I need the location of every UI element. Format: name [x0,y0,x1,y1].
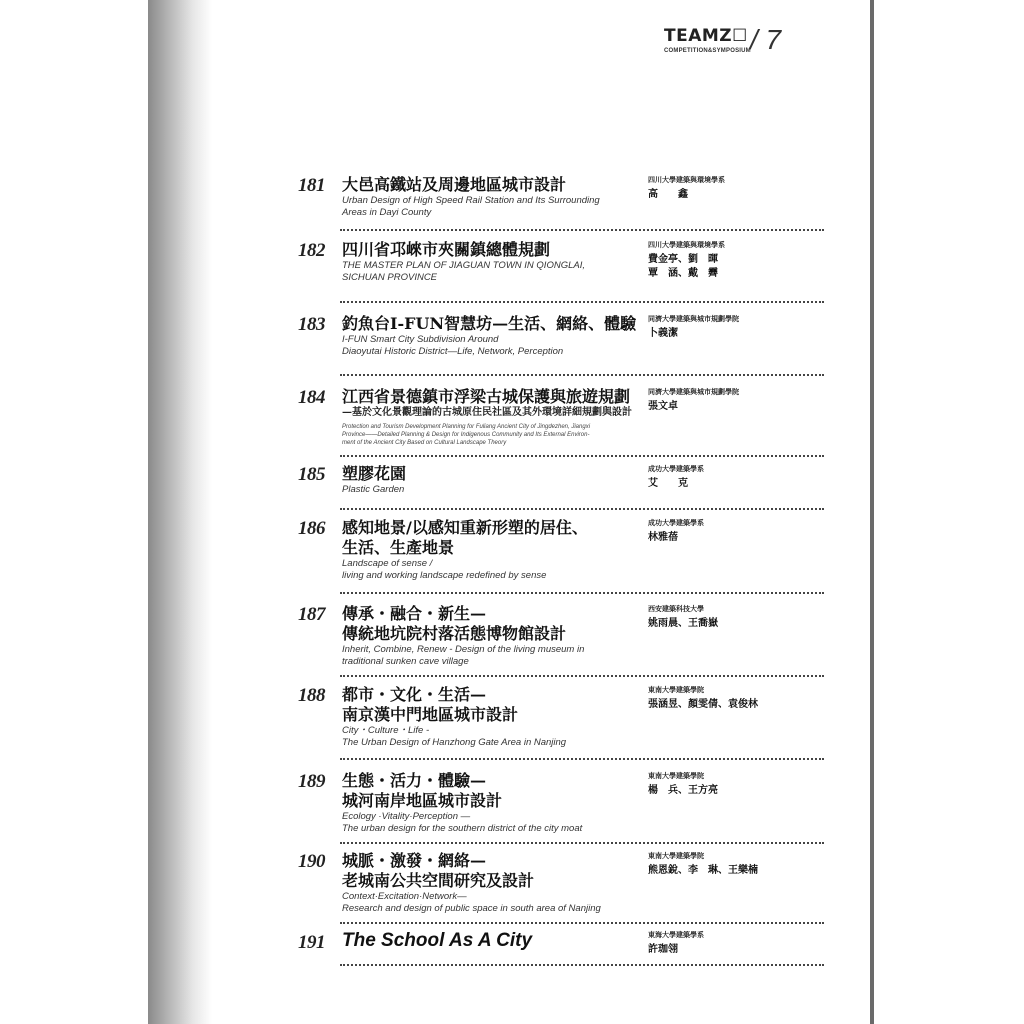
title-chinese: 南京漢中門地區城市設計 [342,705,519,724]
entry-meta [648,771,824,798]
entry-meta [648,240,824,281]
title-chinese: 都市・文化・生活— [342,685,487,704]
author-names: 林雅蓓 [648,532,678,543]
dotted-divider [340,592,824,594]
school-name: 四川大學建築與環境學系 [648,175,725,184]
title-english: Plastic Garden [342,484,405,495]
author-names: 費金亭、劉 暉 覃 涵、戴 霽 [648,254,718,279]
school-name: 成功大學建築學系 [648,518,704,527]
entry-titles [342,240,642,284]
entry-meta [648,930,824,957]
title-english: The School As A City [342,930,533,951]
author-names: 張涵昱、顏雯倩、袁俊林 [648,699,758,710]
dotted-divider [340,758,824,760]
title-chinese: 四川省邛崍市夾關鎮總體規劃 [342,240,551,259]
title-english: traditional sunken cave village [342,656,469,667]
title-english: Urban Design of High Speed Rail Station and Its Surrounding [342,195,600,206]
entry-number: 191 [298,932,325,953]
title-chinese: 生活、生產地景 [342,538,455,557]
book-spine-shadow [148,0,212,1024]
entry-meta [648,387,824,414]
entry-number: 189 [298,771,325,792]
title-chinese: 傳統地坑院村落活態博物館設計 [342,624,567,643]
title-english: The Urban Design of Hanzhong Gate Area in Nanjing [342,737,567,748]
title-english: living and working landscape redefined by sense [342,570,547,581]
school-name: 東南大學建築學院 [648,685,704,694]
entry-number: 183 [298,314,325,335]
title-english: SICHUAN PROVINCE [342,272,438,283]
title-chinese: 感知地景/以感知重新形塑的居住、 [342,518,588,537]
school-name: 成功大學建築學系 [648,464,704,473]
title-english: The urban design for the southern district of the city moat [342,823,583,834]
entry-titles [342,314,642,358]
title-chinese: 城河南岸地區城市設計 [342,791,503,810]
title-chinese: 傳承・融合・新生— [342,604,487,623]
author-names: 卜義潔 [648,328,678,339]
entry-titles [342,387,642,447]
title-chinese: 老城南公共空間研究及設計 [342,871,535,890]
page-header [662,26,832,66]
author-names: 高 鑫 [648,189,688,200]
entry-titles [342,771,642,835]
brand-logo: TEAMZ☐ [664,26,748,46]
dotted-divider [340,508,824,510]
entry-meta [648,604,824,631]
entry-titles [342,464,642,496]
page-margin [874,0,1024,1024]
page-number: / 7 [750,24,782,55]
entry-number: 184 [298,387,325,408]
dotted-divider [340,842,824,844]
school-name: 東南大學建築學院 [648,851,704,860]
title-chinese: 塑膠花園 [342,464,407,483]
entry-number: 187 [298,604,325,625]
author-names: 姚雨晨、王喬嶽 [648,618,718,629]
title-chinese: 江西省景德鎮市浮梁古城保護與旅遊規劃 [342,387,631,406]
title-chinese: 大邑高鐵站及周邊地區城市設計 [342,175,567,194]
title-english: Inherit, Combine, Renew - Design of the living museum in [342,644,585,655]
title-english: Research and design of public space in south area of Nanjing [342,903,601,914]
title-english: THE MASTER PLAN OF JIAGUAN TOWN IN QIONGLAI, [342,260,585,271]
dotted-divider [340,374,824,376]
title-english: Context·Excitation·Network— [342,891,467,902]
entry-number: 182 [298,240,325,261]
entry-meta [648,685,824,712]
title-chinese: 城脈・激發・網絡— [342,851,487,870]
title-english: I-FUN Smart City Subdivision Around [342,334,499,345]
school-name: 東南大學建築學院 [648,771,704,780]
school-name: 同濟大學建築與城市規劃學院 [648,387,739,396]
entry-number: 188 [298,685,325,706]
dotted-divider [340,922,824,924]
entry-titles [342,175,642,219]
dotted-divider [340,301,824,303]
title-english: City・Culture・Life - [342,725,430,736]
entry-titles [342,518,642,582]
title-english: Ecology ·Vitality·Perception — [342,811,471,822]
title-english: Landscape of sense / [342,558,433,569]
author-names: 艾 克 [648,478,688,489]
brand-subtitle: COMPETITION&SYMPOSIUM [664,48,751,54]
entry-meta [648,464,824,491]
title-chinese: 生態・活力・體驗— [342,771,487,790]
title-english: ment of the Ancient City Based on Cultural Landscape Theory [342,440,507,446]
entry-titles [342,851,642,915]
entry-titles [342,930,642,952]
entry-meta [648,175,824,202]
school-name: 同濟大學建築與城市規劃學院 [648,314,739,323]
dotted-divider [340,229,824,231]
dotted-divider [340,675,824,677]
title-english: Diaoyutai Historic District—Life, Network, Perception [342,346,564,357]
school-name: 東海大學建築學系 [648,930,704,939]
author-names: 熊恩銳、李 琳、王樂楠 [648,865,758,876]
author-names: 許珈翎 [648,944,678,955]
author-names: 楊 兵、王方亮 [648,785,718,796]
title-english: Province——Detailed Planning & Design for Indigenous Community and Its External Environ- [342,432,590,438]
entry-titles [342,604,642,668]
subtitle-chinese: —基於文化景觀理論的古城原住民社區及其外環境詳細規劃與設計 [342,407,632,418]
title-english: Areas in Dayi County [342,207,432,218]
entry-meta [648,314,824,341]
entry-meta [648,518,824,545]
entry-number: 190 [298,851,325,872]
entry-number: 186 [298,518,325,539]
entry-titles [342,685,642,749]
entry-number: 181 [298,175,325,196]
title-chinese: 釣魚台I-FUN智慧坊—生活、網絡、體驗 [342,314,637,333]
school-name: 西安建築科技大學 [648,604,704,613]
dotted-divider [340,964,824,966]
author-names: 張文卓 [648,401,678,412]
school-name: 四川大學建築與環境學系 [648,240,725,249]
title-english: Protection and Tourism Development Planning for Fuliang Ancient City of Jingdezhen, Jiangxi [342,424,591,430]
dotted-divider [340,455,824,457]
entry-number: 185 [298,464,325,485]
entry-meta [648,851,824,878]
